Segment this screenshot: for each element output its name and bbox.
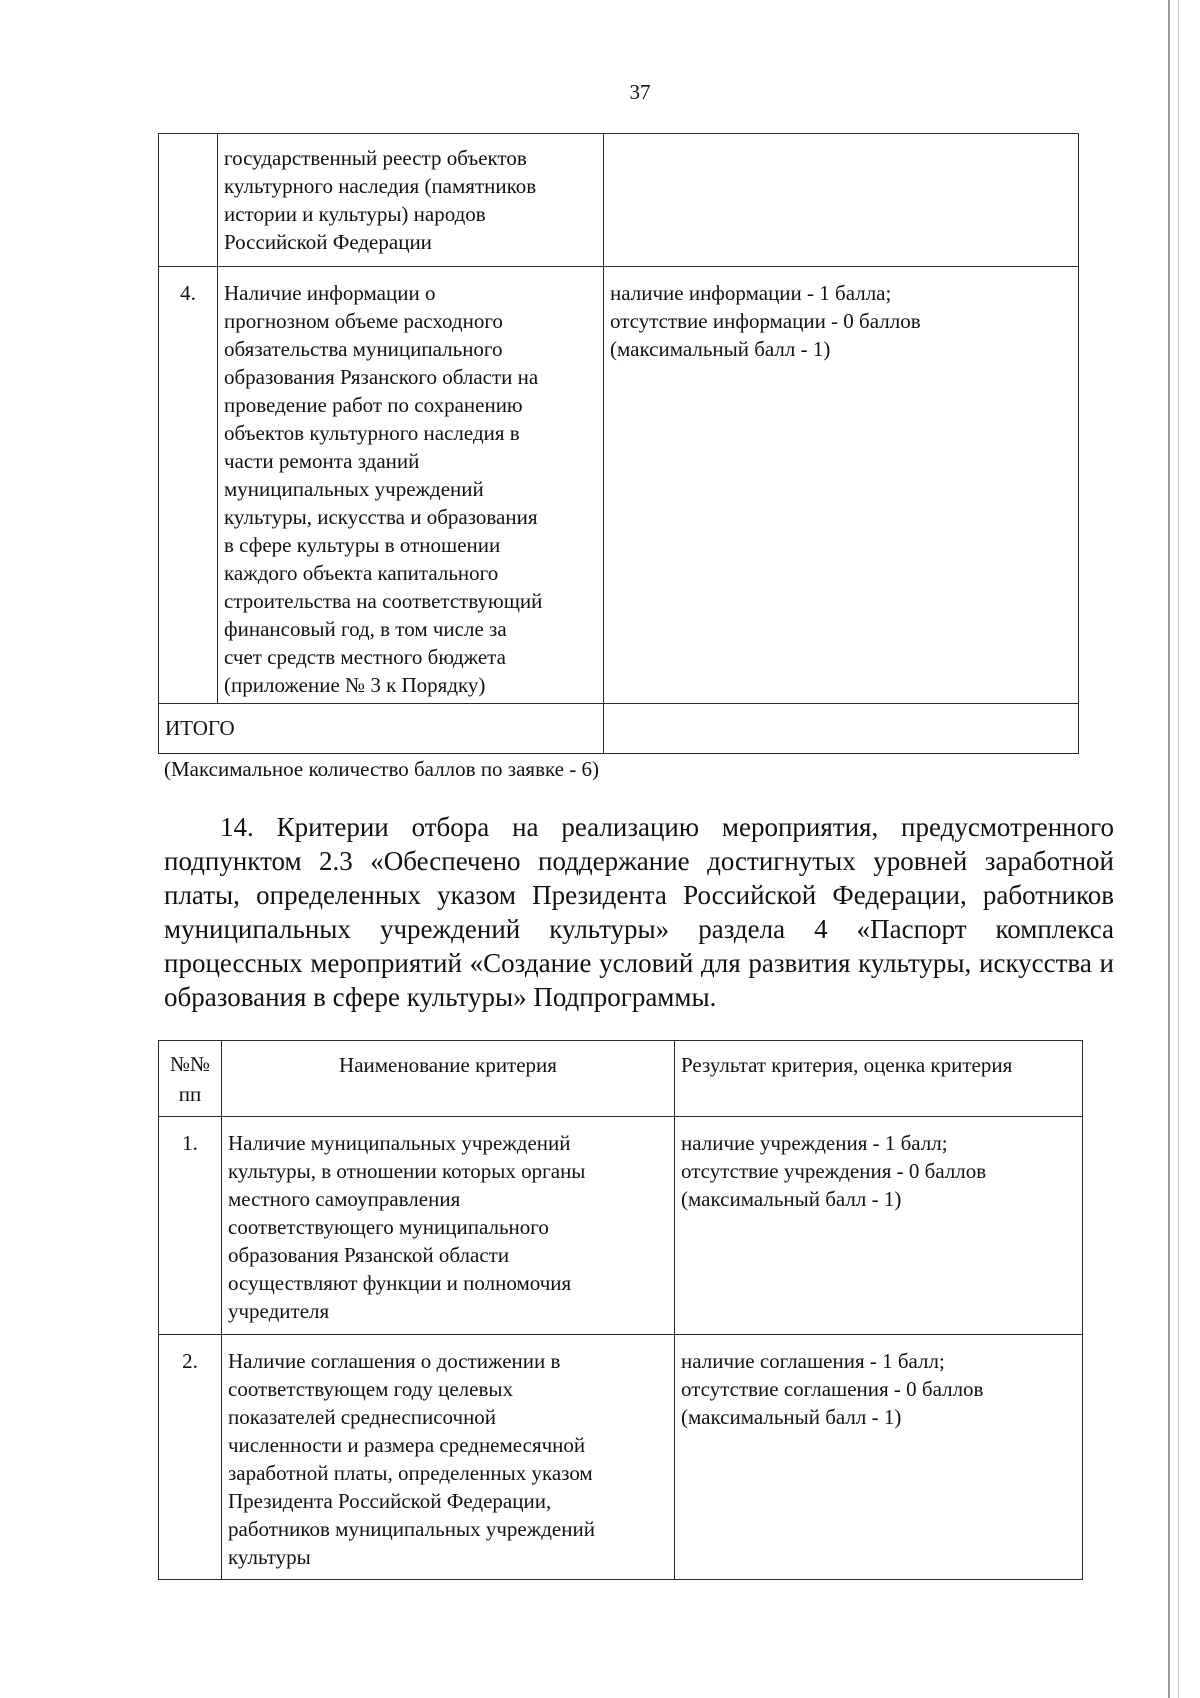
table-row (159, 1117, 1083, 1335)
total-row (159, 704, 1079, 754)
criterion-name-cell (222, 1117, 675, 1335)
max-score-note: (Максимальное количество баллов по заявке - 6) (164, 757, 599, 781)
criterion-result: наличие информации - 1 балла; отсутствие информации - 0 баллов (максимальный балл - 1) (610, 281, 921, 361)
criteria-table-continued (158, 133, 1079, 754)
criterion-result: наличие учреждения - 1 балл; отсутствие учреждения - 0 баллов (максимальный балл - 1) (681, 1131, 987, 1211)
table-row (159, 134, 1079, 267)
row-number-cell (159, 134, 218, 267)
section-14-paragraph: 14. Критерии отбора на реализацию мероприятия, предусмотренного подпунктом 2.3 «Обеспечено поддержание достигнутых уровней заработной платы, определенных указом Президента Российской Федерации, работников муниципальных учреждений культуры» раздела 4 «Паспорт комплекса процессных мероприятий «Создание условий для развития культуры, искусства и образования в сфере культуры» Подпрограммы. (164, 812, 1114, 1012)
header-name-cell (222, 1041, 675, 1117)
criterion-name-cell (222, 1335, 675, 1580)
row-number-cell (159, 1117, 222, 1335)
table-header-row (159, 1041, 1083, 1117)
row-number: 1. (182, 1131, 198, 1155)
header-name: Наименование критерия (339, 1053, 557, 1077)
row-number-cell (159, 1335, 222, 1580)
criterion-name-cell (218, 267, 604, 704)
criterion-name-cell (218, 134, 604, 267)
criteria-table-section-14 (158, 1040, 1083, 1580)
table-row (159, 1335, 1083, 1580)
row-number (159, 134, 217, 146)
total-label: ИТОГО (165, 716, 235, 740)
row-number: 2. (182, 1349, 198, 1373)
page-number: 37 (629, 80, 651, 104)
criterion-name: государственный реестр объектов культурного наследия (памятников истории и культуры) народов Российской Федерации (224, 146, 537, 254)
criterion-name: Наличие информации о прогнозном объеме расходного обязательства муниципального образования Рязанского области на проведение работ по сохранению объектов культурного наследия в части ремонта зданий муниципальных учреждений культуры, искусства и образования в сфере культуры в отношении каждого объекта капитального строительства на соответствующий финансовый год, в том числе за счет средств местного бюджета (приложение № 3 к Порядку) (224, 281, 543, 697)
table-row (159, 267, 1079, 704)
header-result: Результат критерия, оценка критерия (681, 1053, 1013, 1077)
criterion-result-cell (604, 134, 1079, 267)
header-result-cell (675, 1041, 1083, 1117)
criterion-result-cell (675, 1335, 1083, 1580)
total-label-cell (159, 704, 604, 754)
scan-edge-line (1178, 0, 1179, 1698)
criterion-name: Наличие муниципальных учреждений культуры, в отношении которых органы местного самоуправления соответствующего муниципального образования Рязанской области осуществляют функции и полномочия учредителя (228, 1131, 586, 1323)
header-num: №№ пп (169, 1052, 211, 1106)
header-num-cell (159, 1041, 222, 1117)
total-value-cell (604, 704, 1079, 754)
criterion-name: Наличие соглашения о достижении в соответствующем году целевых показателей среднесписочной численности и размера среднемесячной заработной платы, определенных указом Президента Российской Федерации, работников муниципальных учреждений культуры (228, 1349, 595, 1569)
row-number-cell (159, 267, 218, 704)
criterion-result-cell (604, 267, 1079, 704)
criterion-result: наличие соглашения - 1 балл; отсутствие соглашения - 0 баллов (максимальный балл - 1) (681, 1349, 984, 1429)
scan-edge-line (1168, 0, 1170, 1698)
criterion-result-cell (675, 1117, 1083, 1335)
row-number: 4. (180, 281, 196, 305)
